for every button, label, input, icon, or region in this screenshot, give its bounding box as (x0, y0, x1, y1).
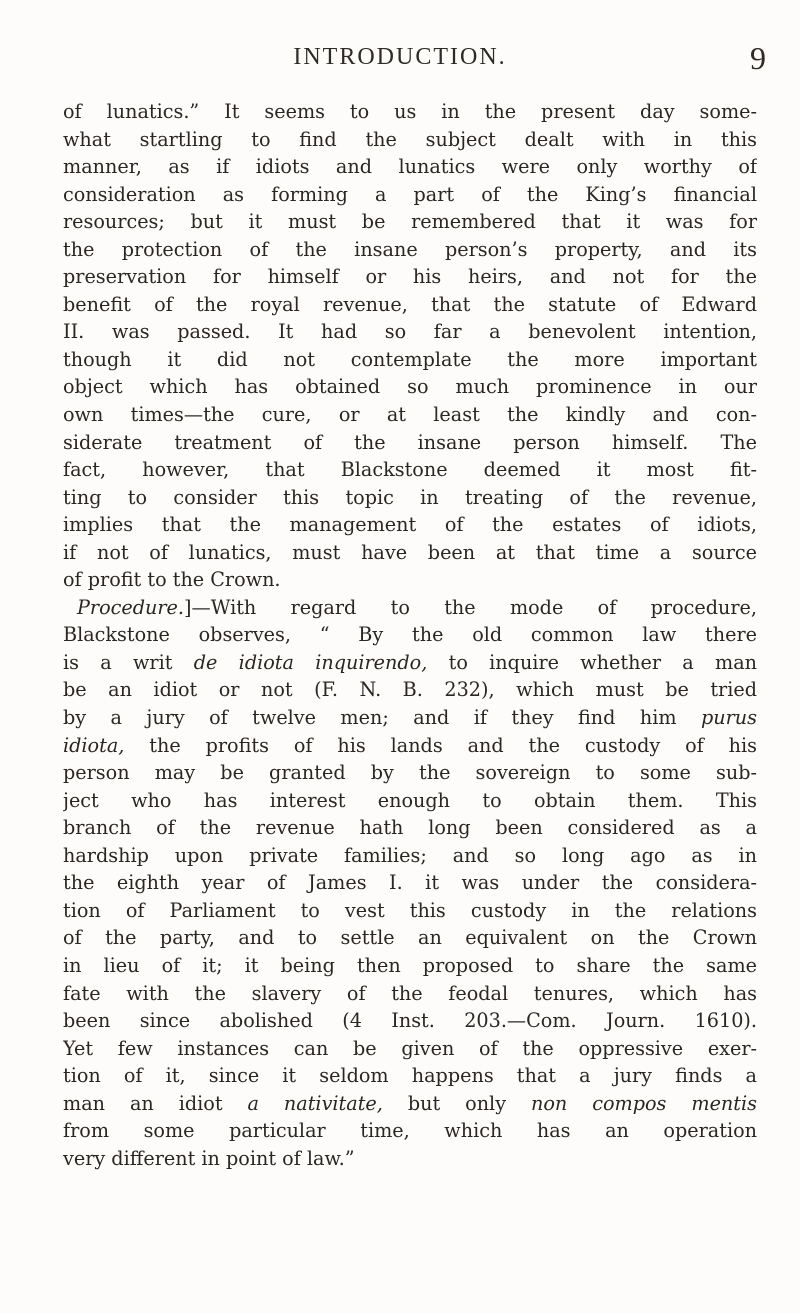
italic-term: idiota, (63, 733, 125, 757)
text-segment: to inquire whether a man (427, 650, 757, 674)
page-number: 9 (750, 40, 766, 76)
text-segment: in lieu of it; it being then proposed to share the same (63, 953, 757, 977)
text-line (63, 594, 757, 622)
text-segment: the profits of his lands and the custody of his (124, 733, 757, 757)
text-segment: Blackstone observes, “ By the old common law there (63, 623, 757, 647)
text-segment: fate with the slavery of the feodal tenures, which has (63, 981, 757, 1005)
text-segment: resources; but it must be remembered that it was for (63, 210, 757, 234)
text-line (63, 484, 757, 512)
text-line (63, 511, 757, 539)
text-segment: ject who has interest enough to obtain them. This (63, 788, 757, 812)
text-line (63, 373, 757, 401)
text-line (63, 1035, 757, 1063)
italic-term: de idiota inquirendo, (193, 650, 428, 674)
text-line (63, 704, 757, 732)
text-segment: implies that the management of the estates of idiots, (63, 513, 757, 537)
text-segment: preservation for himself or his heirs, and not for the (63, 265, 757, 289)
text-line (63, 869, 757, 897)
text-line (63, 649, 757, 677)
text-line (63, 566, 757, 594)
text-line (63, 814, 757, 842)
text-segment: siderate treatment of the insane person himself. The (63, 430, 757, 454)
text-segment: of the party, and to settle an equivalent on the Crown (63, 926, 757, 950)
text-segment: man an idiot (63, 1091, 248, 1115)
text-line (63, 208, 757, 236)
text-line (63, 153, 757, 181)
text-line (63, 842, 757, 870)
text-segment: what startling to find the subject dealt with in this (63, 127, 757, 151)
text-segment: by a jury of twelve men; and if they find him (63, 706, 701, 730)
text-segment: branch of the revenue hath long been considered as a (63, 816, 757, 840)
text-segment: but only (382, 1091, 531, 1115)
text-segment: the eighth year of James I. it was under the considera- (63, 871, 757, 895)
text-segment: is a writ (63, 650, 194, 674)
text-line (63, 732, 757, 760)
text-segment: of profit to the Crown. (63, 568, 281, 592)
text-line (63, 346, 757, 374)
text-segment: object which has obtained so much prominence in our (63, 375, 757, 399)
text-line (63, 621, 757, 649)
body-text (63, 98, 757, 1172)
text-segment: ting to consider this topic in treating of the revenue, (63, 485, 757, 509)
text-segment: tion of it, since it seldom happens that a jury finds a (63, 1064, 757, 1088)
text-line (63, 1145, 757, 1173)
text-segment: been since abolished (4 Inst. 203.—Com. Journ. 1610). (63, 1009, 757, 1033)
text-line (63, 429, 757, 457)
text-line (63, 1117, 757, 1145)
text-line (63, 952, 757, 980)
text-line (63, 181, 757, 209)
text-line (63, 1090, 757, 1118)
text-line (63, 759, 757, 787)
text-segment: fact, however, that Blackstone deemed it most fit- (63, 458, 757, 482)
text-line (63, 1007, 757, 1035)
text-segment: benefit of the royal revenue, that the statute of Edward (63, 292, 757, 316)
text-line (63, 980, 757, 1008)
text-segment: Yet few instances can be given of the oppressive exer- (63, 1036, 757, 1060)
text-line (63, 291, 757, 319)
text-segment: II. was passed. It had so far a benevolent intention, (63, 320, 757, 344)
text-segment: tion of Parliament to vest this custody in the relations (63, 898, 757, 922)
italic-term: Procedure. (77, 595, 185, 619)
running-head (64, 40, 766, 84)
text-line (63, 924, 757, 952)
text-line (63, 897, 757, 925)
text-segment: hardship upon private families; and so long ago as in (63, 843, 757, 867)
text-line (63, 263, 757, 291)
text-line (63, 539, 757, 567)
italic-term: a nativitate, (247, 1091, 383, 1115)
italic-term: non compos mentis (531, 1091, 757, 1115)
text-segment: manner, as if idiots and lunatics were only worthy of (63, 155, 757, 179)
text-segment: ]—With regard to the mode of procedure, (184, 595, 757, 619)
text-segment: own times—the cure, or at least the kindly and con- (63, 403, 757, 427)
text-line (63, 98, 757, 126)
running-title: INTRODUCTION. (293, 44, 507, 70)
text-line (63, 126, 757, 154)
text-line (63, 456, 757, 484)
text-line (63, 236, 757, 264)
text-segment: the protection of the insane person’s property, and its (63, 237, 757, 261)
text-line (63, 1062, 757, 1090)
text-segment: if not of lunatics, must have been at that time a source (63, 540, 757, 564)
italic-term: purus (700, 706, 757, 730)
text-segment: be an idiot or not (F. N. B. 232), which must be tried (63, 678, 757, 702)
text-segment: from some particular time, which has an operation (63, 1119, 757, 1143)
text-segment: very different in point of law.” (63, 1146, 355, 1170)
text-line (63, 787, 757, 815)
text-segment: of lunatics.” It seems to us in the present day some- (63, 100, 757, 123)
text-line (63, 676, 757, 704)
text-segment: person may be granted by the sovereign to some sub- (63, 761, 757, 785)
text-line (63, 318, 757, 346)
text-segment: consideration as forming a part of the King’s financial (63, 182, 757, 206)
text-line (63, 401, 757, 429)
text-segment: though it did not contemplate the more important (63, 347, 757, 371)
